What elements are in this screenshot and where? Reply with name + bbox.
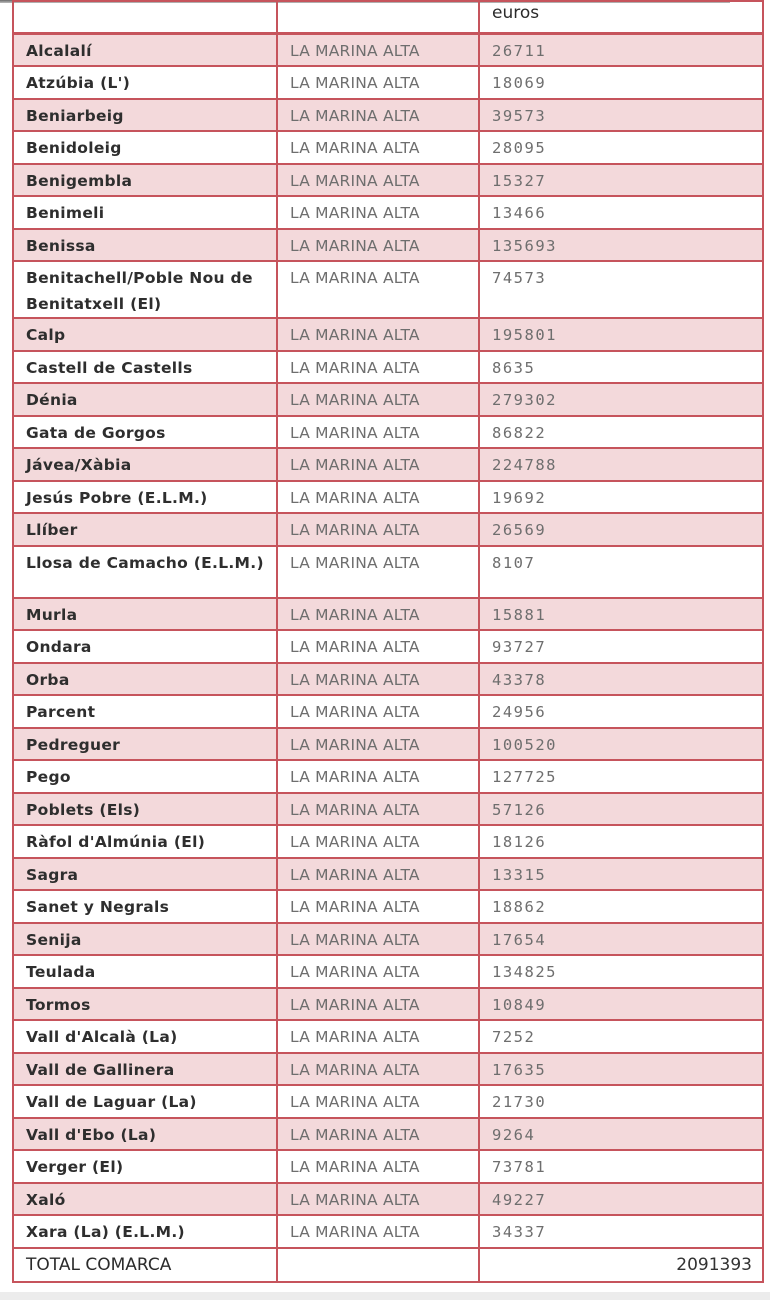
region-cell: LA MARINA ALTA: [277, 481, 479, 514]
table-row: [13, 318, 763, 351]
municipality-name-cell: Castell de Castells: [13, 351, 277, 384]
amount-cell: 10849: [479, 988, 763, 1021]
amount-cell: 34337: [479, 1215, 763, 1248]
region-cell: LA MARINA ALTA: [277, 99, 479, 132]
region-cell: LA MARINA ALTA: [277, 383, 479, 416]
table-row: [13, 416, 763, 449]
region-cell: LA MARINA ALTA: [277, 858, 479, 891]
amount-cell: 49227: [479, 1183, 763, 1216]
amount-cell: 279302: [479, 383, 763, 416]
region-cell: LA MARINA ALTA: [277, 955, 479, 988]
total-value: 2091393: [479, 1248, 763, 1282]
header-units-label: euros: [479, 1, 763, 34]
table-row: [13, 229, 763, 262]
total-label: TOTAL COMARCA: [13, 1248, 277, 1282]
amount-cell: 224788: [479, 448, 763, 481]
table-row: [13, 1215, 763, 1248]
municipality-name-cell: Teulada: [13, 955, 277, 988]
table-row: [13, 481, 763, 514]
table-row: [13, 630, 763, 663]
amount-cell: 24956: [479, 695, 763, 728]
region-cell: LA MARINA ALTA: [277, 760, 479, 793]
municipality-name-cell: Dénia: [13, 383, 277, 416]
amount-cell: 17654: [479, 923, 763, 956]
region-cell: LA MARINA ALTA: [277, 229, 479, 262]
municipality-name-cell: Vall de Gallinera: [13, 1053, 277, 1086]
municipality-name-cell: Vall d'Alcalà (La): [13, 1020, 277, 1053]
region-cell: LA MARINA ALTA: [277, 1020, 479, 1053]
table-row: [13, 1150, 763, 1183]
municipality-name-cell: Parcent: [13, 695, 277, 728]
municipality-name-cell: Benissa: [13, 229, 277, 262]
amount-cell: 195801: [479, 318, 763, 351]
table-row: [13, 1183, 763, 1216]
region-cell: LA MARINA ALTA: [277, 261, 479, 318]
table-row: [13, 663, 763, 696]
municipality-name-cell: Gata de Gorgos: [13, 416, 277, 449]
municipality-name-cell: Alcalalí: [13, 34, 277, 67]
municipality-name-cell: Calp: [13, 318, 277, 351]
municipality-name-cell: Sanet y Negrals: [13, 890, 277, 923]
region-cell: LA MARINA ALTA: [277, 1085, 479, 1118]
region-cell: LA MARINA ALTA: [277, 1215, 479, 1248]
amount-cell: 8107: [479, 546, 763, 598]
region-cell: LA MARINA ALTA: [277, 923, 479, 956]
region-cell: LA MARINA ALTA: [277, 131, 479, 164]
total-row: [13, 1248, 763, 1282]
table-row: [13, 955, 763, 988]
table-row: [13, 131, 763, 164]
municipality-name-cell: Pego: [13, 760, 277, 793]
page-bottom-band: [0, 1292, 770, 1300]
amount-cell: 19692: [479, 481, 763, 514]
municipality-name-cell: Sagra: [13, 858, 277, 891]
region-cell: LA MARINA ALTA: [277, 318, 479, 351]
table-row: [13, 598, 763, 631]
municipality-name-cell: Jesús Pobre (E.L.M.): [13, 481, 277, 514]
region-cell: LA MARINA ALTA: [277, 196, 479, 229]
amount-cell: 74573: [479, 261, 763, 318]
table-row: [13, 1053, 763, 1086]
table-row: [13, 793, 763, 826]
table-row: [13, 99, 763, 132]
table-row: [13, 1020, 763, 1053]
table-row: [13, 34, 763, 67]
amount-cell: 135693: [479, 229, 763, 262]
total-empty-cell: [277, 1248, 479, 1282]
amount-cell: 15327: [479, 164, 763, 197]
municipality-name-cell: Xara (La) (E.L.M.): [13, 1215, 277, 1248]
table-row: [13, 351, 763, 384]
municipality-name-cell: Orba: [13, 663, 277, 696]
amount-cell: 21730: [479, 1085, 763, 1118]
municipality-name-cell: Vall d'Ebo (La): [13, 1118, 277, 1151]
region-cell: LA MARINA ALTA: [277, 1118, 479, 1151]
municipality-name-cell: Senija: [13, 923, 277, 956]
table-row: [13, 66, 763, 99]
region-cell: LA MARINA ALTA: [277, 890, 479, 923]
header-cell-name: [13, 1, 277, 34]
amount-cell: 28095: [479, 131, 763, 164]
region-cell: LA MARINA ALTA: [277, 793, 479, 826]
amount-cell: 57126: [479, 793, 763, 826]
table-row: [13, 164, 763, 197]
amount-cell: 13466: [479, 196, 763, 229]
municipality-name-cell: Llíber: [13, 513, 277, 546]
amount-cell: 13315: [479, 858, 763, 891]
region-cell: LA MARINA ALTA: [277, 825, 479, 858]
region-cell: LA MARINA ALTA: [277, 695, 479, 728]
municipality-name-cell: Pedreguer: [13, 728, 277, 761]
amount-cell: 15881: [479, 598, 763, 631]
region-cell: LA MARINA ALTA: [277, 164, 479, 197]
region-cell: LA MARINA ALTA: [277, 1053, 479, 1086]
municipality-name-cell: Benidoleig: [13, 131, 277, 164]
table-row: [13, 448, 763, 481]
table-row: [13, 728, 763, 761]
region-cell: LA MARINA ALTA: [277, 598, 479, 631]
region-cell: LA MARINA ALTA: [277, 1150, 479, 1183]
municipality-name-cell: Atzúbia (L'): [13, 66, 277, 99]
table-row: [13, 760, 763, 793]
municipality-name-cell: Llosa de Camacho (E.L.M.): [13, 546, 277, 598]
table-row: [13, 196, 763, 229]
region-cell: LA MARINA ALTA: [277, 728, 479, 761]
region-cell: LA MARINA ALTA: [277, 34, 479, 67]
municipality-name-cell: Poblets (Els): [13, 793, 277, 826]
municipality-name-cell: Ràfol d'Almúnia (El): [13, 825, 277, 858]
municipality-name-cell: Xaló: [13, 1183, 277, 1216]
municipality-name-cell: Vall de Laguar (La): [13, 1085, 277, 1118]
amount-cell: 7252: [479, 1020, 763, 1053]
amount-cell: 100520: [479, 728, 763, 761]
amount-cell: 18069: [479, 66, 763, 99]
amount-cell: 86822: [479, 416, 763, 449]
region-cell: LA MARINA ALTA: [277, 988, 479, 1021]
region-cell: LA MARINA ALTA: [277, 546, 479, 598]
amount-cell: 73781: [479, 1150, 763, 1183]
amount-cell: 8635: [479, 351, 763, 384]
amount-cell: 43378: [479, 663, 763, 696]
table-row: [13, 383, 763, 416]
amount-cell: 18126: [479, 825, 763, 858]
municipality-name-cell: Tormos: [13, 988, 277, 1021]
amount-cell: 127725: [479, 760, 763, 793]
header-cell-region: [277, 1, 479, 34]
table-row: [13, 923, 763, 956]
table-row: [13, 695, 763, 728]
amount-cell: 93727: [479, 630, 763, 663]
table-row: [13, 988, 763, 1021]
amount-cell: 26569: [479, 513, 763, 546]
region-cell: LA MARINA ALTA: [277, 448, 479, 481]
municipality-name-cell: Jávea/Xàbia: [13, 448, 277, 481]
region-cell: LA MARINA ALTA: [277, 66, 479, 99]
municipality-name-cell: Benimeli: [13, 196, 277, 229]
region-cell: LA MARINA ALTA: [277, 513, 479, 546]
amount-cell: 134825: [479, 955, 763, 988]
municipality-name-cell: Ondara: [13, 630, 277, 663]
table-row: [13, 261, 763, 318]
region-cell: LA MARINA ALTA: [277, 663, 479, 696]
amount-cell: 26711: [479, 34, 763, 67]
municipality-name-cell: Benigembla: [13, 164, 277, 197]
table-row: [13, 890, 763, 923]
municipality-name-cell: Benitachell/Poble Nou de Benitatxell (El): [13, 261, 277, 318]
region-cell: LA MARINA ALTA: [277, 630, 479, 663]
table-row: [13, 1085, 763, 1118]
municipality-name-cell: Beniarbeig: [13, 99, 277, 132]
amount-cell: 18862: [479, 890, 763, 923]
table-header-row: [13, 1, 763, 34]
table-row: [13, 546, 763, 598]
region-cell: LA MARINA ALTA: [277, 1183, 479, 1216]
region-cell: LA MARINA ALTA: [277, 416, 479, 449]
municipality-name-cell: Murla: [13, 598, 277, 631]
table-row: [13, 1118, 763, 1151]
table-row: [13, 825, 763, 858]
municipality-table: [12, 0, 764, 1283]
table-row: [13, 858, 763, 891]
municipality-name-cell: Verger (El): [13, 1150, 277, 1183]
amount-cell: 39573: [479, 99, 763, 132]
region-cell: LA MARINA ALTA: [277, 351, 479, 384]
table-row: [13, 513, 763, 546]
amount-cell: 17635: [479, 1053, 763, 1086]
amount-cell: 9264: [479, 1118, 763, 1151]
